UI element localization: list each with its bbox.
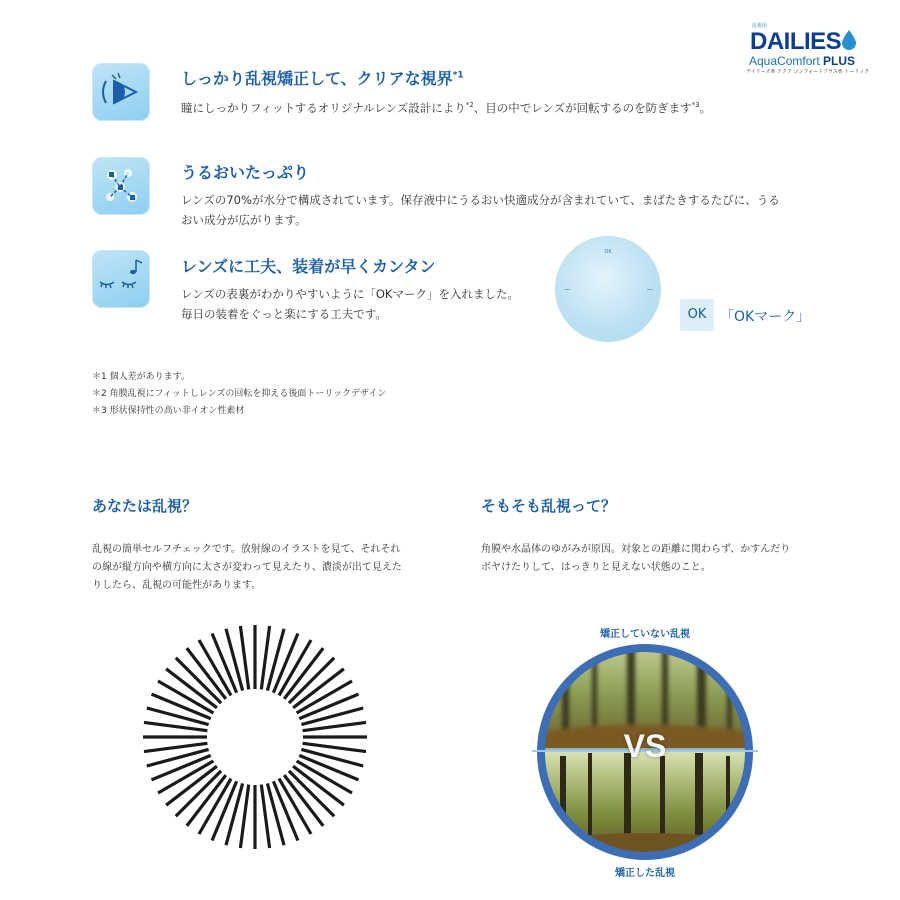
feature-title-astigmatism: しっかり乱視矯正して、クリアな視界$^{*1}$ bbox=[181, 69, 464, 88]
lens-dots-left: ...... bbox=[564, 285, 570, 292]
molecule-water-icon bbox=[92, 157, 150, 215]
dailies-logo bbox=[742, 22, 872, 75]
astigmatism-explain-body: 角膜や水晶体のゆがみが原因。対象との距離に関わらず、かすんだり ボヤけたりして、はっきりと見えない状態のこと。 bbox=[481, 544, 791, 573]
astigmatism-explain-title: そもそも乱視って？ bbox=[481, 497, 617, 515]
footnote: ＊2 角膜乱視にフィットしレンズの回転を抑える後面トーリックデザイン bbox=[92, 389, 387, 399]
feature-body-moisture: レンズの70%が水分で構成されています。保存液中にうるおい快適成分が含まれていて、まばたきするたびに、うる おい成分が広がります。 bbox=[181, 193, 780, 227]
radial-line bbox=[301, 749, 363, 766]
logo-subline: AquaComfort PLUS bbox=[749, 54, 856, 68]
radial-line bbox=[267, 629, 284, 691]
logo-tag: 乱視用 bbox=[752, 23, 768, 29]
lens-ok-mark: OK bbox=[604, 249, 612, 255]
ok-mark-badge: OK bbox=[680, 299, 714, 331]
radial-line bbox=[144, 722, 207, 730]
logo-kana: デイリーズ® アクア コンフォートプラス® トーリック bbox=[746, 69, 870, 75]
radial-line bbox=[147, 749, 209, 766]
radial-line bbox=[240, 626, 248, 689]
lens-dots-right: ...... bbox=[646, 285, 652, 292]
footnote: ＊1 個人差があります。 bbox=[92, 372, 190, 382]
radial-line bbox=[144, 743, 207, 751]
radial-line bbox=[301, 708, 363, 725]
radial-line bbox=[240, 785, 248, 848]
ok-mark-label: 「OKマーク」 bbox=[720, 309, 811, 325]
feature-title-moisture: うるおいたっぷり bbox=[181, 163, 310, 182]
feature-title-ok-mark: レンズに工夫、装着が早くカンタン bbox=[181, 257, 436, 276]
radial-line bbox=[261, 785, 269, 848]
eye-lens-icon bbox=[92, 63, 150, 121]
radial-line bbox=[303, 722, 366, 730]
feature-body-astigmatism: 瞳にしっかりフィットするオリジナルレンズ設計により$^{*2}$、目の中でレンズが回転するのを防ぎます$^{*3}$。 bbox=[181, 100, 712, 115]
radial-line bbox=[261, 626, 269, 689]
radial-line bbox=[226, 629, 243, 691]
uncorrected-caption: 矯正していない乱視 bbox=[600, 629, 690, 640]
corrected-caption: 矯正した乱視 bbox=[615, 868, 675, 879]
vs-label: VS bbox=[623, 728, 667, 764]
contact-lens-illustration bbox=[556, 237, 660, 341]
radial-lines-chart bbox=[140, 622, 370, 852]
radial-line bbox=[226, 783, 243, 845]
logo-brand: DAILIES bbox=[750, 28, 842, 55]
self-check-title: あなたは乱視？ bbox=[92, 497, 198, 515]
feature-body-ok-mark: レンズの表裏がわかりやすいように「OKマーク」を入れました。 毎日の装着をぐっと楽にする工夫です。 bbox=[181, 287, 519, 321]
water-drop-icon bbox=[842, 30, 856, 50]
radial-line bbox=[147, 708, 209, 725]
radial-line bbox=[303, 743, 366, 751]
footnote: ＊3 形状保持性の高い非イオン性素材 bbox=[92, 406, 245, 416]
footnotes bbox=[92, 369, 386, 420]
closed-eyes-music-icon bbox=[92, 250, 150, 308]
radial-line bbox=[267, 783, 284, 845]
self-check-body: 乱視の簡単セルフチェックです。放射線のイラストを見て、それそれ の線が縦方向や横方向に太さが変わって見えたり、濃淡が出て見えた りしたら、乱視の可能性があります。 bbox=[92, 544, 402, 591]
